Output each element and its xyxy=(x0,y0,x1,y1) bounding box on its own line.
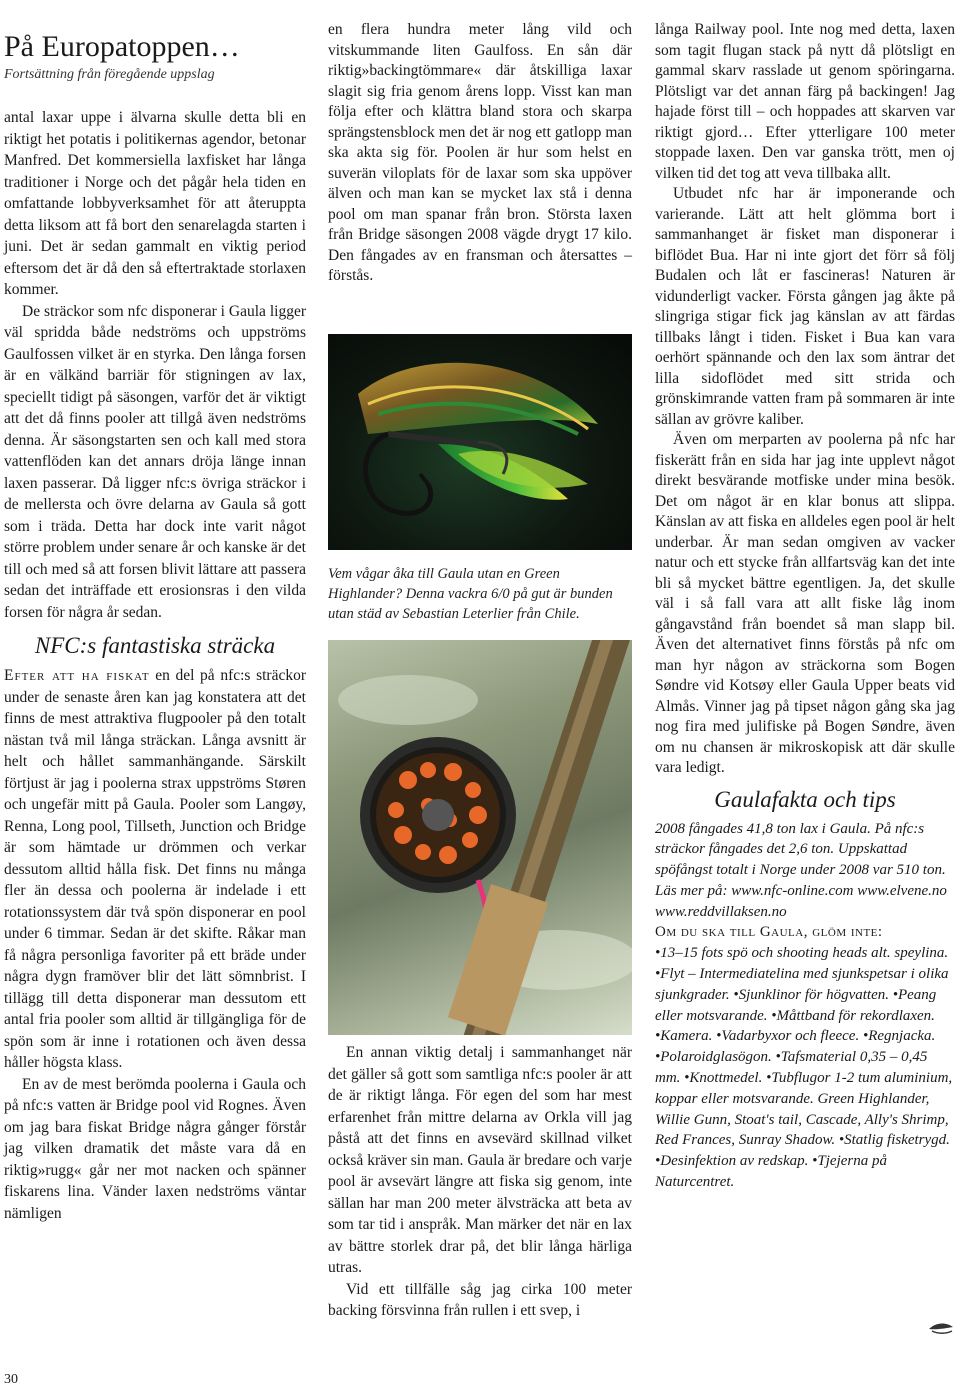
column-2-lower xyxy=(328,1042,632,1322)
salmon-fly-photo xyxy=(328,334,632,550)
paragraph: långa Railway pool. Inte nog med detta, laxen som tagit flugan stack på nytt då plötsligt en gammal skarv rasslade ut genom spöringarna. Plötsligt var det annan färg på backingen! Jag hajade först till – och hoppades att skarven var riktigt gjord… Efter ytterligare 100 meter stoppade laxen. Den var ganska trött, men oj vilken tid det tog att veva tillbaka allt. xyxy=(655,21,955,182)
facts-box-title: Gaulafakta och tips xyxy=(714,786,896,812)
facts-subheading: Om du ska till Gaula, glöm inte: xyxy=(655,924,883,941)
facts-text: 2008 fångades 41,8 ton lax i Gaula. På nfc:s sträckor fångades det 2,6 ton. Uppskattad spöfångst totalt i Norge under 2008 var 510 ton. Läs mer på: www.nfc-online.com www.elvene.no www.reddvillaksen.no xyxy=(655,820,947,920)
reel-in-water-photo xyxy=(328,640,632,1035)
paragraph: Vid ett tillfälle såg jag cirka 100 meter backing försvinna från rullen i ett svep, i xyxy=(328,1280,632,1319)
column-3 xyxy=(655,20,955,1193)
column-1 xyxy=(4,22,306,1224)
page-subtitle: Fortsättning från föregående uppslag xyxy=(4,67,215,82)
green-highlander-fly-image xyxy=(328,334,632,550)
paragraph: De sträckor som nfc disponerar i Gaula ligger väl spridda både nedströms och uppströms Gaulfossen vilket är en styrka. Den långa forsen är en välkänd barriär för stigningen av lax, speciellt tidigt på säsongen, varför det är viktigt att det då finns pooler att tillgå även nedströms denna. Är säsongstarten sen och kall med stora vattenflöden kan det annars dröja länge innan laxen passerar. Då ligger nfc:s övriga sträckor i de mellersta och övre delarna av Gaula så gott som i träda. Detta har dock inte varit något större problem under senare år och kanske är det till och med så att forsen blivit lättare att passera sedan det inträffade ett erosionsras i den vilda forsen för några år sedan. xyxy=(4,302,306,621)
checklist-text: •13–15 fots spö och shooting heads alt. speylina. •Flyt – Intermediatelina med sjunkspetsar i olika sjunkgrader. •Sjunklinor för högvatten. •Peang eller motsvarande. •Måttband för rekordlaxen. •Kamera. •Vadarbyxor och fleece. •Regnjacka. •Polaroidglasögon. •Tafsmaterial 0,35 – 0,45 mm. •Knottmedel. •Tubflugor 1-2 tum aluminium, koppar eller motsvarande. Green Highlander, Willie Gunn, Stoat's tail, Cascade, Ally's Shrimp, Red Frances, Sunray Shadow. •Statlig fisketrygd. •Desinfektion av redskap. •Tjejerna på Naturcentret. xyxy=(655,945,953,1191)
paragraph: En annan viktig detalj i sammanhanget när det gäller så gott som samtliga nfc:s pooler är att de är riktigt långa. För egen del som har mest erfarenhet från mittre delarna av Orkla vill jag påstå att det finns en avsevärd skillnad vilket också kräver sin man. Gaula är bredare och varje pool är avsevärt längre att fiska sig genom, inte sällan har man 200 meter älvsträcka att beta av som tar tid i anspråk. Man märker det när en lax av bättre storlek drar på, det blir långa härliga utras. xyxy=(328,1044,632,1276)
fly-end-mark-icon xyxy=(928,1320,954,1338)
paragraph: en flera hundra meter lång vild och vitskummande liten Gaulfoss. En sån där riktig»backingtömmare« där åtskilliga laxar slagit sig fria genom årens lopp. Visst kan man följa efter och klättra bland stora och skarpa sprängstensblock men det är nog ett gatlopp man ska akta sig för. Poolen är hur som helst en suverän viloplats för de laxar som ska uppöver älven och man kan se mycket lax stå i denna pool om man spanar från bron. Största laxen från Bridge säsongen 2008 vägde drygt 17 kilo. Den fångades av en fransman och återsattes – förstås. xyxy=(328,21,632,284)
fly-reel-image xyxy=(328,640,632,1035)
photo-caption: Vem vågar åka till Gaula utan en Green Highlander? Denna vackra 6/0 på gut är bunden utan städ av Sebastian Leterlier från Chile. xyxy=(328,566,613,622)
paragraph: Även om merparten av poolerna på nfc har fiskerätt från en sida har jag inte upplevt något direkt besvärande motfiske under mina besök. Det om något är en klar bonus att slippa. Känslan av att fiska en alldeles egen pool är helt underbar. Är man sedan omgiven av vacker natur och ett stycke från allfartsväg kan det inte bli så mycket bättre egentligen. Ja, det skulle väl i så fall vara att allt fiske låg inom gångavstånd från boendet så man slapp bil. Även det alternativet finns förstås på nfc om man hyr någon av sträckorna som Bogen Søndre vid Kotsøy eller Gaula Upper beats vid Almås. Vinner jag på tipset någon gång ska jag nog fira med julifiske på Bogen Søndre, även om nu chansen är mikroskopisk att där skulle vara ledigt. xyxy=(655,431,955,776)
page-number: 30 xyxy=(4,1372,18,1387)
paragraph: Utbudet nfc har är imponerande och varierande. Lätt att helt glömma bort i sammanhanget är fisket man disponerar i biflödet Bua. Har ni inte gjort det förr så följ Budalen och låt er fascineras! Naturen är vidunderligt vacker. Första gången jag åkte på slingriga stigar fick jag känslan av att färdas tillbaks långt i tiden. Fisket i Bua kan vara oerhört spännande och den lax som äntrar det lilla sidoflödet med sitt strida och grönskimrande vatten fram på sommaren är inte sällan av grövre kaliber. xyxy=(655,185,955,428)
caption-block xyxy=(328,556,632,624)
paragraph: En av de mest berömda poolerna i Gaula och på nfc:s vatten är Bridge pool vid Rognes. Även om jag bara fiskat Bridge några gånger förstår jag vilken dramatik det måste vara då en riktig»rugg« går ner mot nacken och spänner fiskarens lina. Vänder laxen nedströms väntar nämligen xyxy=(4,1075,306,1222)
paragraph: antal laxar uppe i älvarna skulle detta bli en riktigt het potatis i politikernas agendor, betonar Manfred. Det kommersiella laxfisket har långa traditioner i Norge och det pågår hela tiden en omfattande lobbyverksamhet för att återuppta detta liksom att få bort den senarelagda starten i juni. Det är sedan gammalt en viktig period eftersom det är då den så eftertraktade storlaxen kommer. xyxy=(4,109,306,298)
page-title: På Europatoppen… xyxy=(4,30,240,63)
paragraph xyxy=(4,665,306,1074)
lead-in: Efter att ha fiskat xyxy=(4,667,150,684)
column-2 xyxy=(328,20,632,287)
paragraph-body: en del på nfc:s sträckor under de senaste åren kan jag konstatera att det finns de mest attraktiva flugpooler på den totalt nästan två mil långa sträckan. Långa avsnitt är helt och hållet sammanhängande. Särskilt förtjust är jag i poolerna strax uppströms Støren och ungefär mitt på Gaula. Pooler som Langøy, Renna, Long pool, Tillseth, Junction och Bridge är som hämtade ur drömmen och verkar dessutom alltid hålla fisk. Det finns nu många fler än dessa och poolerna är indelade i ett rotationssystem där två spön disponerar en pool under 6 timmar. Sedan är det skifte. Råkar man få några personliga favoriter på ett bräde under några dygn framöver blir det lätt sömnbrist. I tillägg till detta disponerar man dessutom ett antal fria pooler som alltid är tillgängliga för de spön som är inne i rotationen och även dessa håller högsta klass. xyxy=(4,667,306,1071)
section-heading: NFC:s fantastiska sträcka xyxy=(34,633,276,658)
